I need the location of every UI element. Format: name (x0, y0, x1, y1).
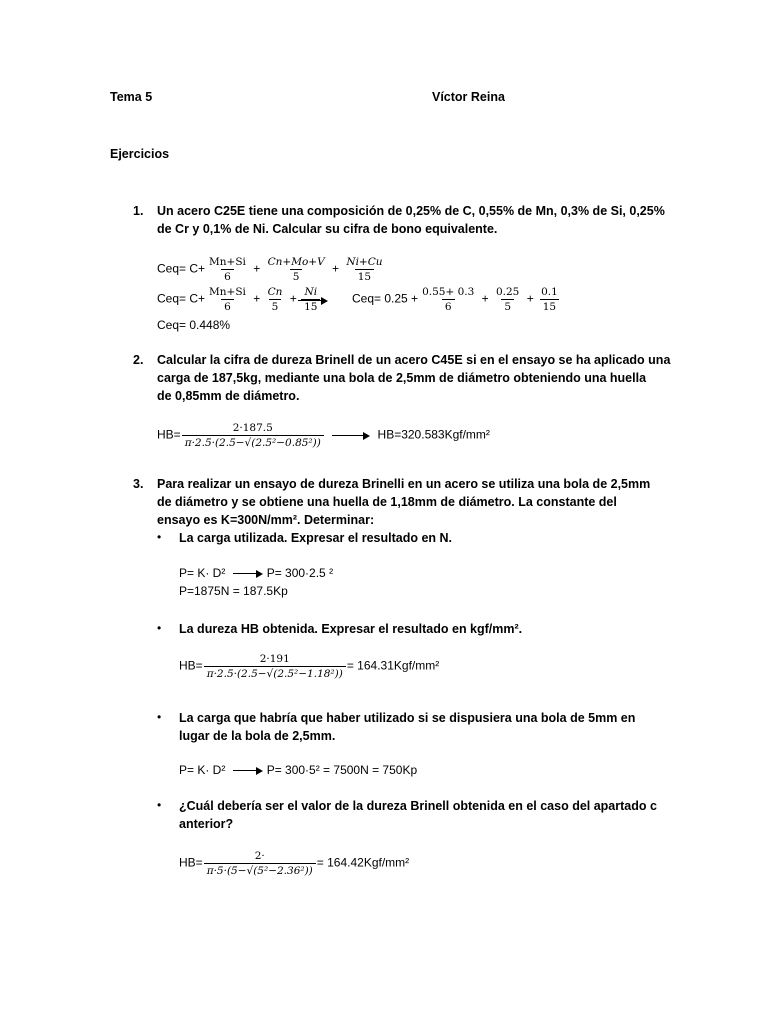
ex3-b-text: La dureza HB obtenida. Expresar el resultado en kgf/mm². (179, 622, 523, 636)
arrow-icon (233, 570, 263, 578)
ex3-d-result: = 164.42Kgf/mm² (316, 855, 410, 870)
ex3-d-text2: anterior? (179, 817, 234, 831)
bullet-icon: • (157, 710, 162, 724)
frac-num: 0.25 (495, 286, 520, 298)
ex3-c-text2: lugar de la bola de 2,5mm. (179, 729, 336, 743)
hb-label: HB= (179, 658, 203, 673)
frac-num: Mn+Si (209, 286, 246, 298)
plus-sign: + (289, 291, 297, 306)
ex3-c-equation (179, 763, 417, 777)
plus-sign: + (253, 261, 261, 276)
frac-num: Ni (304, 286, 318, 298)
frac-num: 2·187.5 (232, 422, 273, 434)
ex3-c-text1: La carga que habría que haber utilizado si se dispusiera una bola de 5mm en (179, 711, 636, 725)
frac-den: 6 (442, 299, 455, 313)
ceq-label: Ceq= 0.25 + (352, 291, 419, 306)
ex3-a-result: P=1875N = 187.5Kp (179, 584, 288, 598)
ex2-line3: de 0,85mm de diámetro. (157, 389, 300, 403)
ex2-number: 2. (133, 353, 144, 367)
ex2-formula (157, 422, 490, 449)
plus-sign: + (332, 261, 340, 276)
ex2-line2: carga de 187,5kg, mediante una bola de 2,5mm de diámetro obteniendo una huella (157, 371, 647, 385)
ex1-number: 1. (133, 204, 144, 218)
ceq-label: Ceq= C+ (157, 261, 206, 276)
frac-num: Ni+Cu (346, 256, 383, 268)
frac-den: 6 (221, 269, 234, 283)
bullet-icon: • (157, 530, 162, 544)
ex1-line1: Un acero C25E tiene una composición de 0,25% de C, 0,55% de Mn, 0,3% de Si, 0,25% (157, 204, 665, 218)
ex3-c-rhs: P= 300·5² = 7500N = 750Kp (266, 763, 418, 777)
frac-den: 5 (269, 299, 282, 313)
frac-den: 6 (221, 299, 234, 313)
frac-den: 15 (301, 299, 320, 313)
ex1-line2: de Cr y 0,1% de Ni. Calcular su cifra de bono equivalente. (157, 222, 498, 236)
frac-num: 2·191 (259, 653, 290, 665)
ex1-formula-numeric (352, 286, 562, 313)
ex1-result: Ceq= 0.448% (157, 318, 231, 332)
frac-den: 5 (290, 269, 303, 283)
arrow-icon (294, 292, 332, 310)
ex3-d-formula (179, 850, 409, 877)
bullet-icon: • (157, 621, 162, 635)
frac-num: 0.55+ 0.3 (422, 286, 475, 298)
plus-sign: + (481, 291, 489, 306)
topic-heading: Tema 5 (110, 90, 153, 104)
ex3-line3: ensayo es K=300N/mm². Determinar: (157, 513, 375, 527)
ceq-label: Ceq= C+ (157, 291, 206, 306)
frac-den: π·5·(5−√(5²−2.36²)) (204, 863, 316, 877)
ex3-b-formula (179, 653, 439, 680)
ex3-a-lhs: P= K· D² (179, 566, 226, 580)
frac-num: 2· (254, 850, 265, 862)
ex3-a-rhs: P= 300·2.5 ² (266, 566, 334, 580)
ex1-formula-general (157, 256, 387, 283)
ex3-d-text1: ¿Cuál debería ser el valor de la dureza Brinell obtenida en el caso del apartado c (179, 799, 657, 813)
frac-num: Cn+Mo+V (267, 256, 325, 268)
ex3-line2: de diámetro y se obtiene una huella de 1,18mm de diámetro. La constante del (157, 495, 617, 509)
frac-den: 15 (540, 299, 559, 313)
bullet-icon: • (157, 798, 162, 812)
frac-num: Mn+Si (209, 256, 246, 268)
plus-sign: + (253, 291, 261, 306)
ex3-c-lhs: P= K· D² (179, 763, 226, 777)
ex3-line1: Para realizar un ensayo de dureza Brinelli en un acero se utiliza una bola de 2,5mm (157, 477, 651, 491)
ex3-a-equation (179, 566, 333, 580)
frac-num: Cn (267, 286, 283, 298)
hb-label: HB= (179, 855, 203, 870)
section-title: Ejercicios (110, 147, 170, 161)
ex3-a-text: La carga utilizada. Expresar el resultado en N. (179, 531, 453, 545)
ex3-b-result: = 164.31Kgf/mm² (346, 658, 440, 673)
frac-num: 0.1 (541, 286, 558, 298)
frac-den: 5 (501, 299, 514, 313)
ex2-result: HB=320.583Kgf/mm² (377, 427, 490, 442)
frac-den: π·2.5·(2.5−√(2.5²−0.85²)) (182, 435, 324, 449)
arrow-icon (233, 767, 263, 775)
author-name: Víctor Reina (432, 90, 505, 104)
arrow-icon (332, 432, 370, 440)
frac-den: 15 (355, 269, 374, 283)
ex3-number: 3. (133, 477, 144, 491)
frac-den: π·2.5·(2.5−√(2.5²−1.18²)) (204, 666, 346, 680)
ex2-line1: Calcular la cifra de dureza Brinell de un acero C45E si en el ensayo se ha aplicado una (157, 353, 671, 367)
plus-sign: + (526, 291, 534, 306)
hb-label: HB= (157, 427, 181, 442)
